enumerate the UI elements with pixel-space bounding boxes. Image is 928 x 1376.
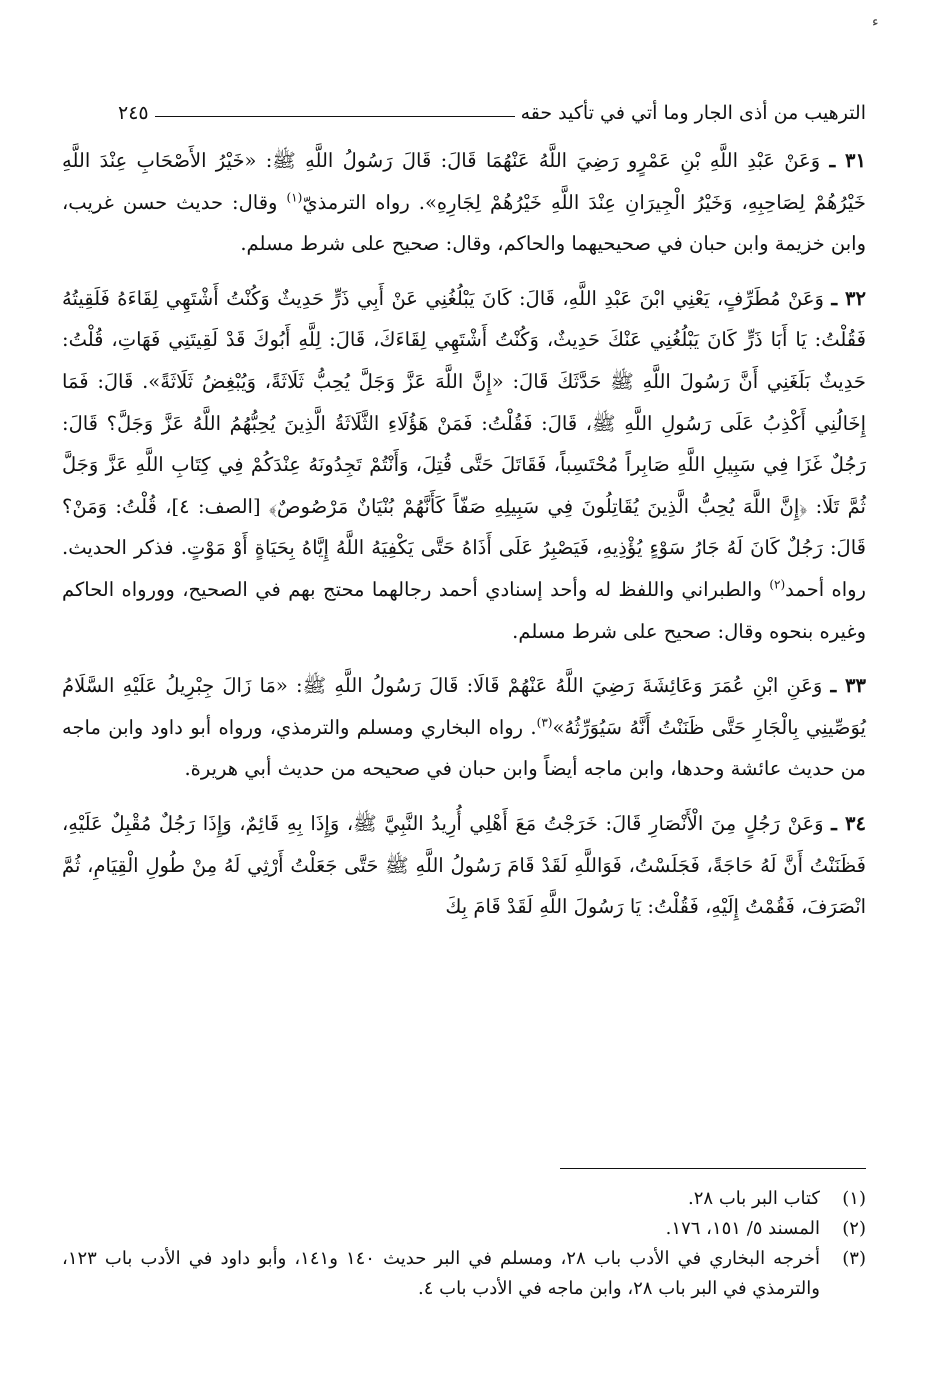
hadith-source: وقال: حديث حسن غريب، وابن خزيمة وابن حبان في صحيحيهما والحاكم، وقال: صحيح على شرط مسلم. [62, 190, 866, 256]
footnote-number: (٢) [842, 1218, 866, 1239]
running-header [118, 92, 866, 124]
header-rule [155, 116, 515, 117]
footnote-3 [62, 1244, 866, 1304]
hadith-text: وَعَنْ رَجُلٍ مِنَ الْأَنْصَارِ قَالَ: خَرَجْتُ مَعَ أَهْلِي أُرِيدُ النَّبِيَّ ﷺ، وَإِذَا بِهِ قَائِمٌ، وَإِذَا رَجُلٌ مُقْبِلٌ عَلَيْهِ، فَظَنَنْتُ أَنَّ لَهُ حَاجَةً، فَجَلَسْتُ، فَوَاللَّهِ لَقَدْ قَامَ رَسُولُ اللَّهِ ﷺ حَتَّى جَعَلْتُ أَرْثِي لَهُ مِنْ طُولِ الْقِيَامِ، ثُمَّ انْصَرَفَ، فَقُمْتُ إِلَيْهِ، فَقُلْتُ: يَا رَسُولَ اللَّهِ لَقَدْ قَامَ بِكَ [62, 811, 866, 919]
corner-mark: ء [872, 14, 879, 30]
hadith-34 [62, 803, 866, 928]
footnote-ref: (٢) [769, 577, 786, 592]
footnote-2 [62, 1214, 866, 1244]
hadith-text: وَعَنِ ابْنِ عُمَرَ وَعَائِشَةَ رَضِيَ اللَّهُ عَنْهُمْ قَالَا: قَالَ رَسُولُ اللَّهِ ﷺ: «مَا زَالَ جِبْرِيلُ عَلَيْهِ السَّلَامُ يُوَصِّينِي بِالْجَارِ حَتَّى ظَنَنْتُ أَنَّهُ سَيُوَرِّثُهُ» [62, 674, 866, 739]
hadith-source: . رواه البخاري ومسلم والترمذي، ورواه أبو داود وابن ماجه من حديث عائشة وحدها، وابن ماجه أيضاً وابن حبان في صحيحه من حديث أبي هريرة. [62, 715, 866, 781]
footnote-number: (١) [842, 1188, 866, 1209]
hadith-text: وَعَنْ مُطَرِّفٍ، يَعْنِي ابْنَ عَبْدِ اللَّهِ، قَالَ: كَانَ يَبْلُغُنِي عَنْ أَبِي ذَرٍّ حَدِيثٌ وَكُنْتُ أَشْتَهِي لِقَاءَهُ فَلَقِيتُهُ فَقُلْتُ: يَا أَبَا ذَرٍّ كَانَ يَبْلُغُنِي عَنْكَ حَدِيثٌ، وَكُنْتُ أَشْتَهِي لِقَاءَكَ، قَالَ: لِلَّهِ أَبُوكَ قَدْ لَقِيتَنِي فَهَاتِ، قُلْتُ: حَدِيثٌ بَلَغَنِي أَنَّ رَسُولَ اللَّهِ ﷺ حَدَّثَكَ قَالَ: «إِنَّ اللَّهَ عَزَّ وَجَلَّ يُحِبُّ ثَلَاثَةً، وَيُبْغِضُ ثَلَاثَةً». قَالَ: فَمَا إِخَالُنِي أَكْذِبُ عَلَى رَسُولِ اللَّهِ ﷺ، قَالَ: فَقُلْتُ: فَمَنْ هَؤُلَاءِ الثَّلَاثَةُ الَّذِينَ يُحِبُّهُمُ اللَّهُ عَزَّ وَجَلَّ؟ قَالَ: رَجُلٌ غَزَا فِي سَبِيلِ اللَّهِ صَابِراً مُحْتَسِباً، فَقَاتَلَ حَتَّى قُتِلَ، وَأَنْتُمْ تَجِدُونَهُ عِنْدَكُمْ فِي كِتَابِ اللَّهِ عَزَّ وَجَلَّ ثُمَّ تَلَا: ﴿إِنَّ اللَّهَ يُحِبُّ الَّذِينَ يُقَاتِلُونَ فِي سَبِيلِهِ صَفّاً كَأَنَّهُمْ بُنْيَانٌ مَرْصُوصٌ﴾ [الصف: ٤]، قُلْتُ: وَمَنْ؟ قَالَ: رَجُلٌ كَانَ لَهُ جَارُ سَوْءٍ يُؤْذِيهِ، فَيَصْبِرُ عَلَى أَذَاهُ حَتَّى يَكْفِيَهُ اللَّهُ إِيَّاهُ بِحَيَاةٍ أَوْ مَوْتٍ. فذكر الحديث. رواه أحمد [62, 286, 866, 601]
hadith-number: ٣١ ـ [829, 149, 866, 172]
header-title: الترهيب من أذى الجار وما أتي في تأكيد حقه [520, 102, 866, 124]
footnote-ref: (١) [286, 190, 303, 205]
hadith-33 [62, 665, 866, 790]
hadith-31 [62, 140, 866, 265]
body-text [62, 140, 866, 928]
hadith-number: ٣٣ ـ [830, 674, 866, 698]
hadith-text: وَعَنْ عَبْدِ اللَّهِ بْنِ عَمْرٍو رَضِيَ اللَّهُ عَنْهُمَا قَالَ: قَالَ رَسُولُ اللَّهِ ﷺ: «خَيْرُ الأَصْحَابِ عِنْدَ اللَّهِ خَيْرُهُمْ لِصَاحِبِهِ، وَخَيْرُ الْجِيرَانِ عِنْدَ اللَّهِ خَيْرُهُمْ لِجَارِهِ». رواه الترمذيّ [62, 149, 866, 214]
hadith-number: ٣٤ ـ [831, 811, 866, 835]
footnote-rule [560, 1168, 866, 1169]
hadith-32 [62, 278, 866, 652]
footnote-text: المسند ٥/ ١٥١، ١٧٦. [665, 1218, 820, 1239]
page-number: ٢٤٥ [118, 102, 149, 124]
footnotes [62, 1184, 866, 1304]
hadith-source: والطبراني واللفظ له وأحد إسنادي أحمد رجالهما محتج بهم في الصحيح، وورواه الحاكم وغيره بنحوه وقال: صحيح على شرط مسلم. [62, 577, 866, 643]
footnote-1 [62, 1184, 866, 1214]
footnote-number: (٣) [842, 1248, 866, 1269]
footnote-ref: (٣) [536, 715, 553, 730]
footnote-text: كتاب البر باب ٢٨. [688, 1188, 820, 1209]
hadith-number: ٣٢ ـ [831, 286, 866, 310]
footnote-text: أخرجه البخاري في الأدب باب ٢٨، ومسلم في البر حديث ١٤٠ و١٤١، وأبو داود في الأدب باب ١٢٣، والترمذي في البر باب ٢٨، وابن ماجه في الأدب باب ٤. [62, 1248, 820, 1299]
